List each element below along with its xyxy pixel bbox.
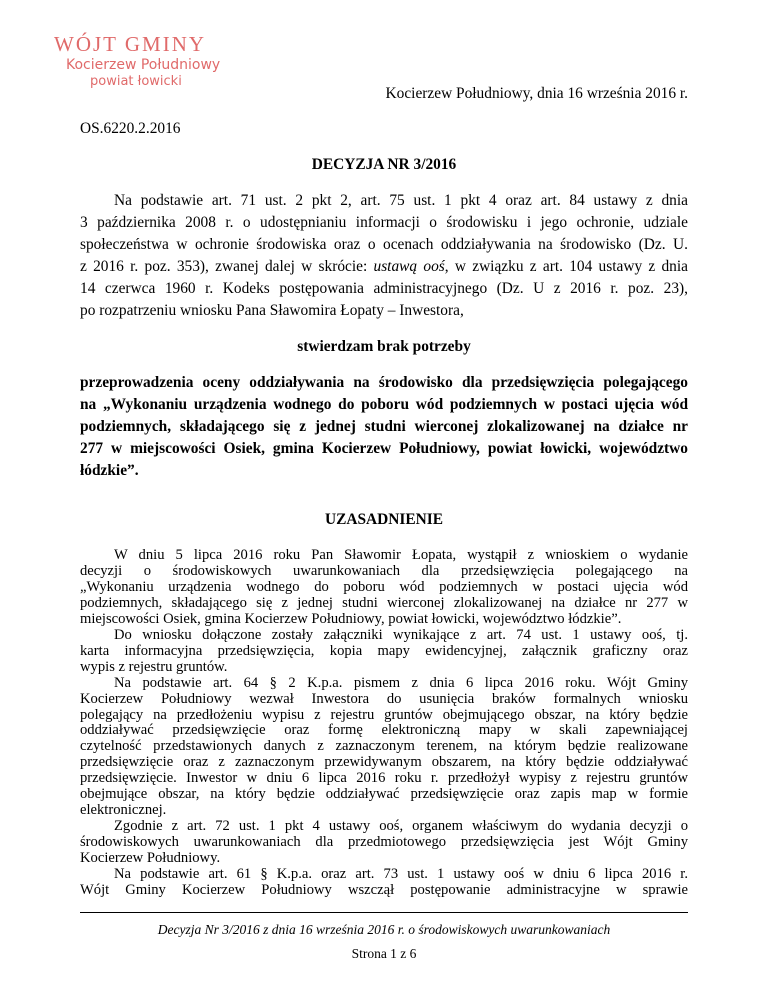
- decision-line: podziemnych, składającego się z jednej studni wierconej zlokalizowanej na działce nr: [80, 418, 688, 435]
- decision-statement: stwierdzam brak potrzeby: [297, 338, 471, 355]
- justification-line: decyzji o środowiskowych uwarunkowaniach dla przedsięwzięcia polegającego na: [80, 563, 688, 579]
- intro-line: 14 czerwca 1960 r. Kodeks postępowania administracyjnego (Dz. U z 2016 r. poz. 23),: [80, 280, 688, 297]
- justification-line: miejscowości Osiek, gmina Kocierzew Południowy, powiat łowicki, województwo łódzkie”.: [80, 611, 622, 627]
- decision-line: 277 w miejscowości Osiek, gmina Kocierzew Południowy, powiat łowicki, województwo: [80, 440, 688, 457]
- page-number: Strona 1 z 6: [351, 946, 417, 961]
- justification-line: oddziaływać przedsięwzięcie oraz formę elektroniczną mapy w skali zapewniającej: [80, 722, 688, 738]
- justification-line: obejmujące obszar, na który będzie oddziaływać przedsięwzięcie oraz zapis map w formie: [80, 786, 688, 802]
- justification-line: Zgodnie z art. 72 ust. 1 pkt 4 ustawy ooś, organem właściwym do wydania decyzji o: [114, 818, 688, 834]
- footer-divider: [80, 912, 688, 913]
- intro-line: Na podstawie art. 71 ust. 2 pkt 2, art. 75 ust. 1 pkt 4 oraz art. 84 ustawy z dnia: [114, 192, 688, 209]
- intro-line: 3 października 2008 r. o udostępnianiu informacji o środowisku i jego ochronie, udziale: [80, 214, 688, 231]
- justification-line: W dniu 5 lipca 2016 roku Pan Sławomir Łopata, wystąpił z wnioskiem o wydanie: [114, 547, 688, 563]
- stamp-county: powiat łowicki: [90, 74, 182, 89]
- justification-line: karta informacyjna przedsięwzięcia, kopia mapy ewidencyjnej, załącznik graficzny oraz: [80, 643, 688, 659]
- justification-line: polegający na przedłożeniu wypisu z rejestru gruntów obejmującego obszar, na który będzie: [80, 707, 688, 723]
- justification-line: przedsięwzięcie. Inwestor w dniu 6 lipca 2016 roku r. przedłożył wypisy z rejestru gruntów: [80, 770, 688, 786]
- intro-text: , w związku z art. 104 ustawy z dnia: [444, 258, 688, 275]
- justification-line: środowiskowych uwarunkowaniach dla przedmiotowego przedsięwzięcia jest Wójt Gminy: [80, 834, 688, 850]
- justification-line: Wójt Gminy Kocierzew Południowy wszczął postępowanie administracyjne w sprawie: [80, 882, 688, 898]
- stamp-municipality: Kocierzew Południowy: [66, 57, 221, 73]
- place-date: Kocierzew Południowy, dnia 16 września 2016 r.: [385, 85, 688, 102]
- decision-line: przeprowadzenia oceny oddziaływania na środowisko dla przedsięwzięcia polegającego: [80, 374, 688, 391]
- justification-line: podziemnych, składającego się z jednej studni wierconej zlokalizowanej na działce nr 277 w: [80, 595, 688, 611]
- intro-line: społeczeństwa w ochronie środowiska oraz o ocenach oddziaływania na środowisko (Dz. U.: [80, 236, 688, 253]
- justification-line: elektronicznej.: [80, 802, 167, 818]
- justification-line: przedsięwzięcie oraz z zaznaczonym przewidywanym obszarem, na który będzie oddziaływać: [80, 754, 688, 770]
- official-stamp: [54, 32, 220, 89]
- justification-line: czytelność przedstawionych danych z zaznaczonym terenem, na którym będzie realizowane: [80, 738, 688, 754]
- justification-line: „Wykonaniu urządzenia wodnego do poboru wód podziemnych w postaci ujęcia wód: [80, 579, 688, 595]
- justification-line: Do wniosku dołączone zostały załączniki wynikające z art. 74 ust. 1 ustawy ooś, tj.: [114, 627, 688, 643]
- decision-line: łódzkie”.: [80, 462, 139, 479]
- footer-caption: Decyzja Nr 3/2016 z dnia 16 września 2016 r. o środowiskowych uwarunkowaniach: [157, 922, 611, 937]
- intro-line: [80, 256, 688, 278]
- justification-title: UZASADNIENIE: [324, 511, 444, 528]
- intro-abbreviation: ustawą ooś: [373, 258, 445, 275]
- intro-line: po rozpatrzeniu wniosku Pana Sławomira Łopaty – Inwestora,: [80, 302, 464, 319]
- justification-line: Kocierzew Południowy wezwał Inwestora do usunięcia braków formalnych wniosku: [80, 691, 688, 707]
- decision-line: na „Wykonaniu urządzenia wodnego do poboru wód podziemnych w postaci ujęcia wód: [80, 396, 688, 413]
- reference-number: OS.6220.2.2016: [80, 120, 181, 137]
- justification-line: Na podstawie art. 61 § K.p.a. oraz art. 73 ust. 1 ustawy ooś w dniu 6 lipca 2016 r.: [114, 866, 688, 882]
- stamp-title: WÓJT GMINY: [54, 32, 207, 56]
- justification-line: Na podstawie art. 64 § 2 K.p.a. pismem z dnia 6 lipca 2016 roku. Wójt Gminy: [114, 675, 688, 691]
- document-title: DECYZJA NR 3/2016: [311, 156, 457, 173]
- justification-line: wypis z rejestru gruntów.: [80, 659, 228, 675]
- justification-line: Kocierzew Południowy.: [80, 850, 221, 866]
- intro-text: z 2016 r. poz. 353), zwanej dalej w skrócie:: [80, 258, 374, 275]
